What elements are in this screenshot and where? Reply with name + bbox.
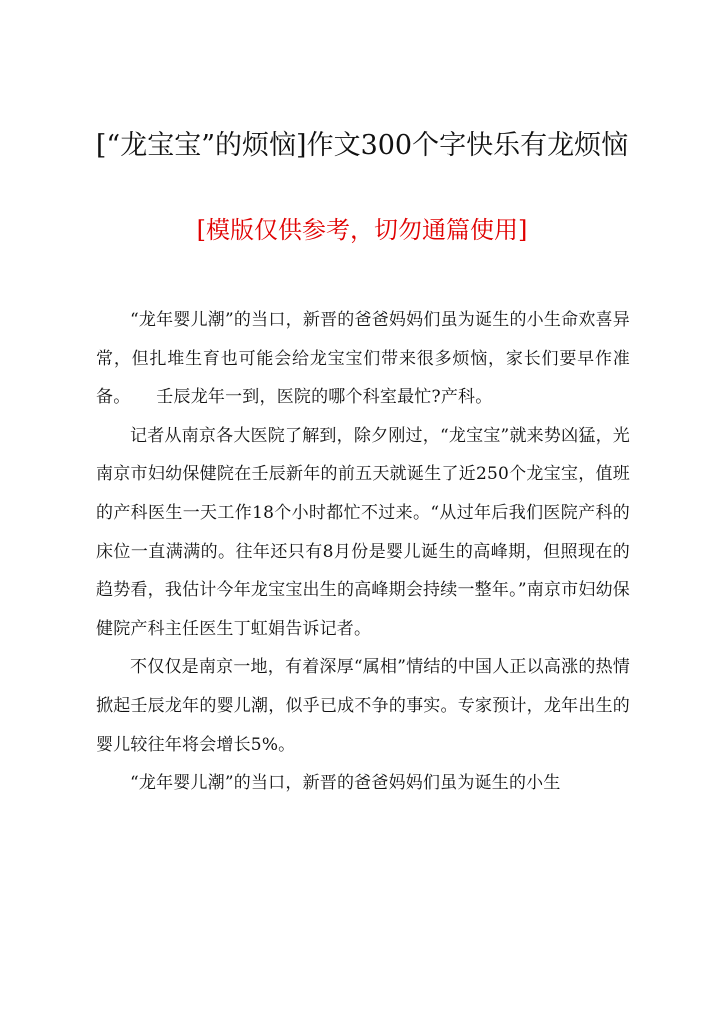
document-title: [“龙宝宝”的烦恼]作文300个字快乐有龙烦恼	[95, 130, 629, 161]
template-notice: [模版仅供参考，切勿通篇使用]	[196, 216, 528, 244]
paragraph: “龙年婴儿潮”的当口，新晋的爸爸妈妈们虽为诞生的小生命欢喜异常，但扎堆生育也可能会给龙宝宝们带来很多烦恼，家长们要早作准备。 壬辰龙年一到，医院的哪个科室最忙?产科。	[96, 310, 630, 408]
paragraph: “龙年婴儿潮”的当口，新晋的爸爸妈妈们虽为诞生的小生	[130, 773, 561, 794]
paragraph: 不仅仅是南京一地，有着深厚“属相”情结的中国人正以高涨的热情掀起壬辰龙年的婴儿潮，似乎已成不争的事实。专家预计，龙年出生的婴儿较往年将会增长5%。	[96, 657, 630, 755]
paragraph: 记者从南京各大医院了解到，除夕刚过，“龙宝宝”就来势凶猛，光南京市妇幼保健院在壬辰新年的前五天就诞生了近250个龙宝宝，值班的产科医生一天工作18个小时都忙不过来。“从过年后我们医院产科的床位一直满满的。往年还只有8月份是婴儿诞生的高峰期，但照现在的趋势看，我估计今年龙宝宝出生的高峰期会持续一整年。”南京市妇幼保健院产科主任医生丁虹娟告诉记者。	[96, 425, 630, 639]
article-body	[96, 301, 630, 803]
